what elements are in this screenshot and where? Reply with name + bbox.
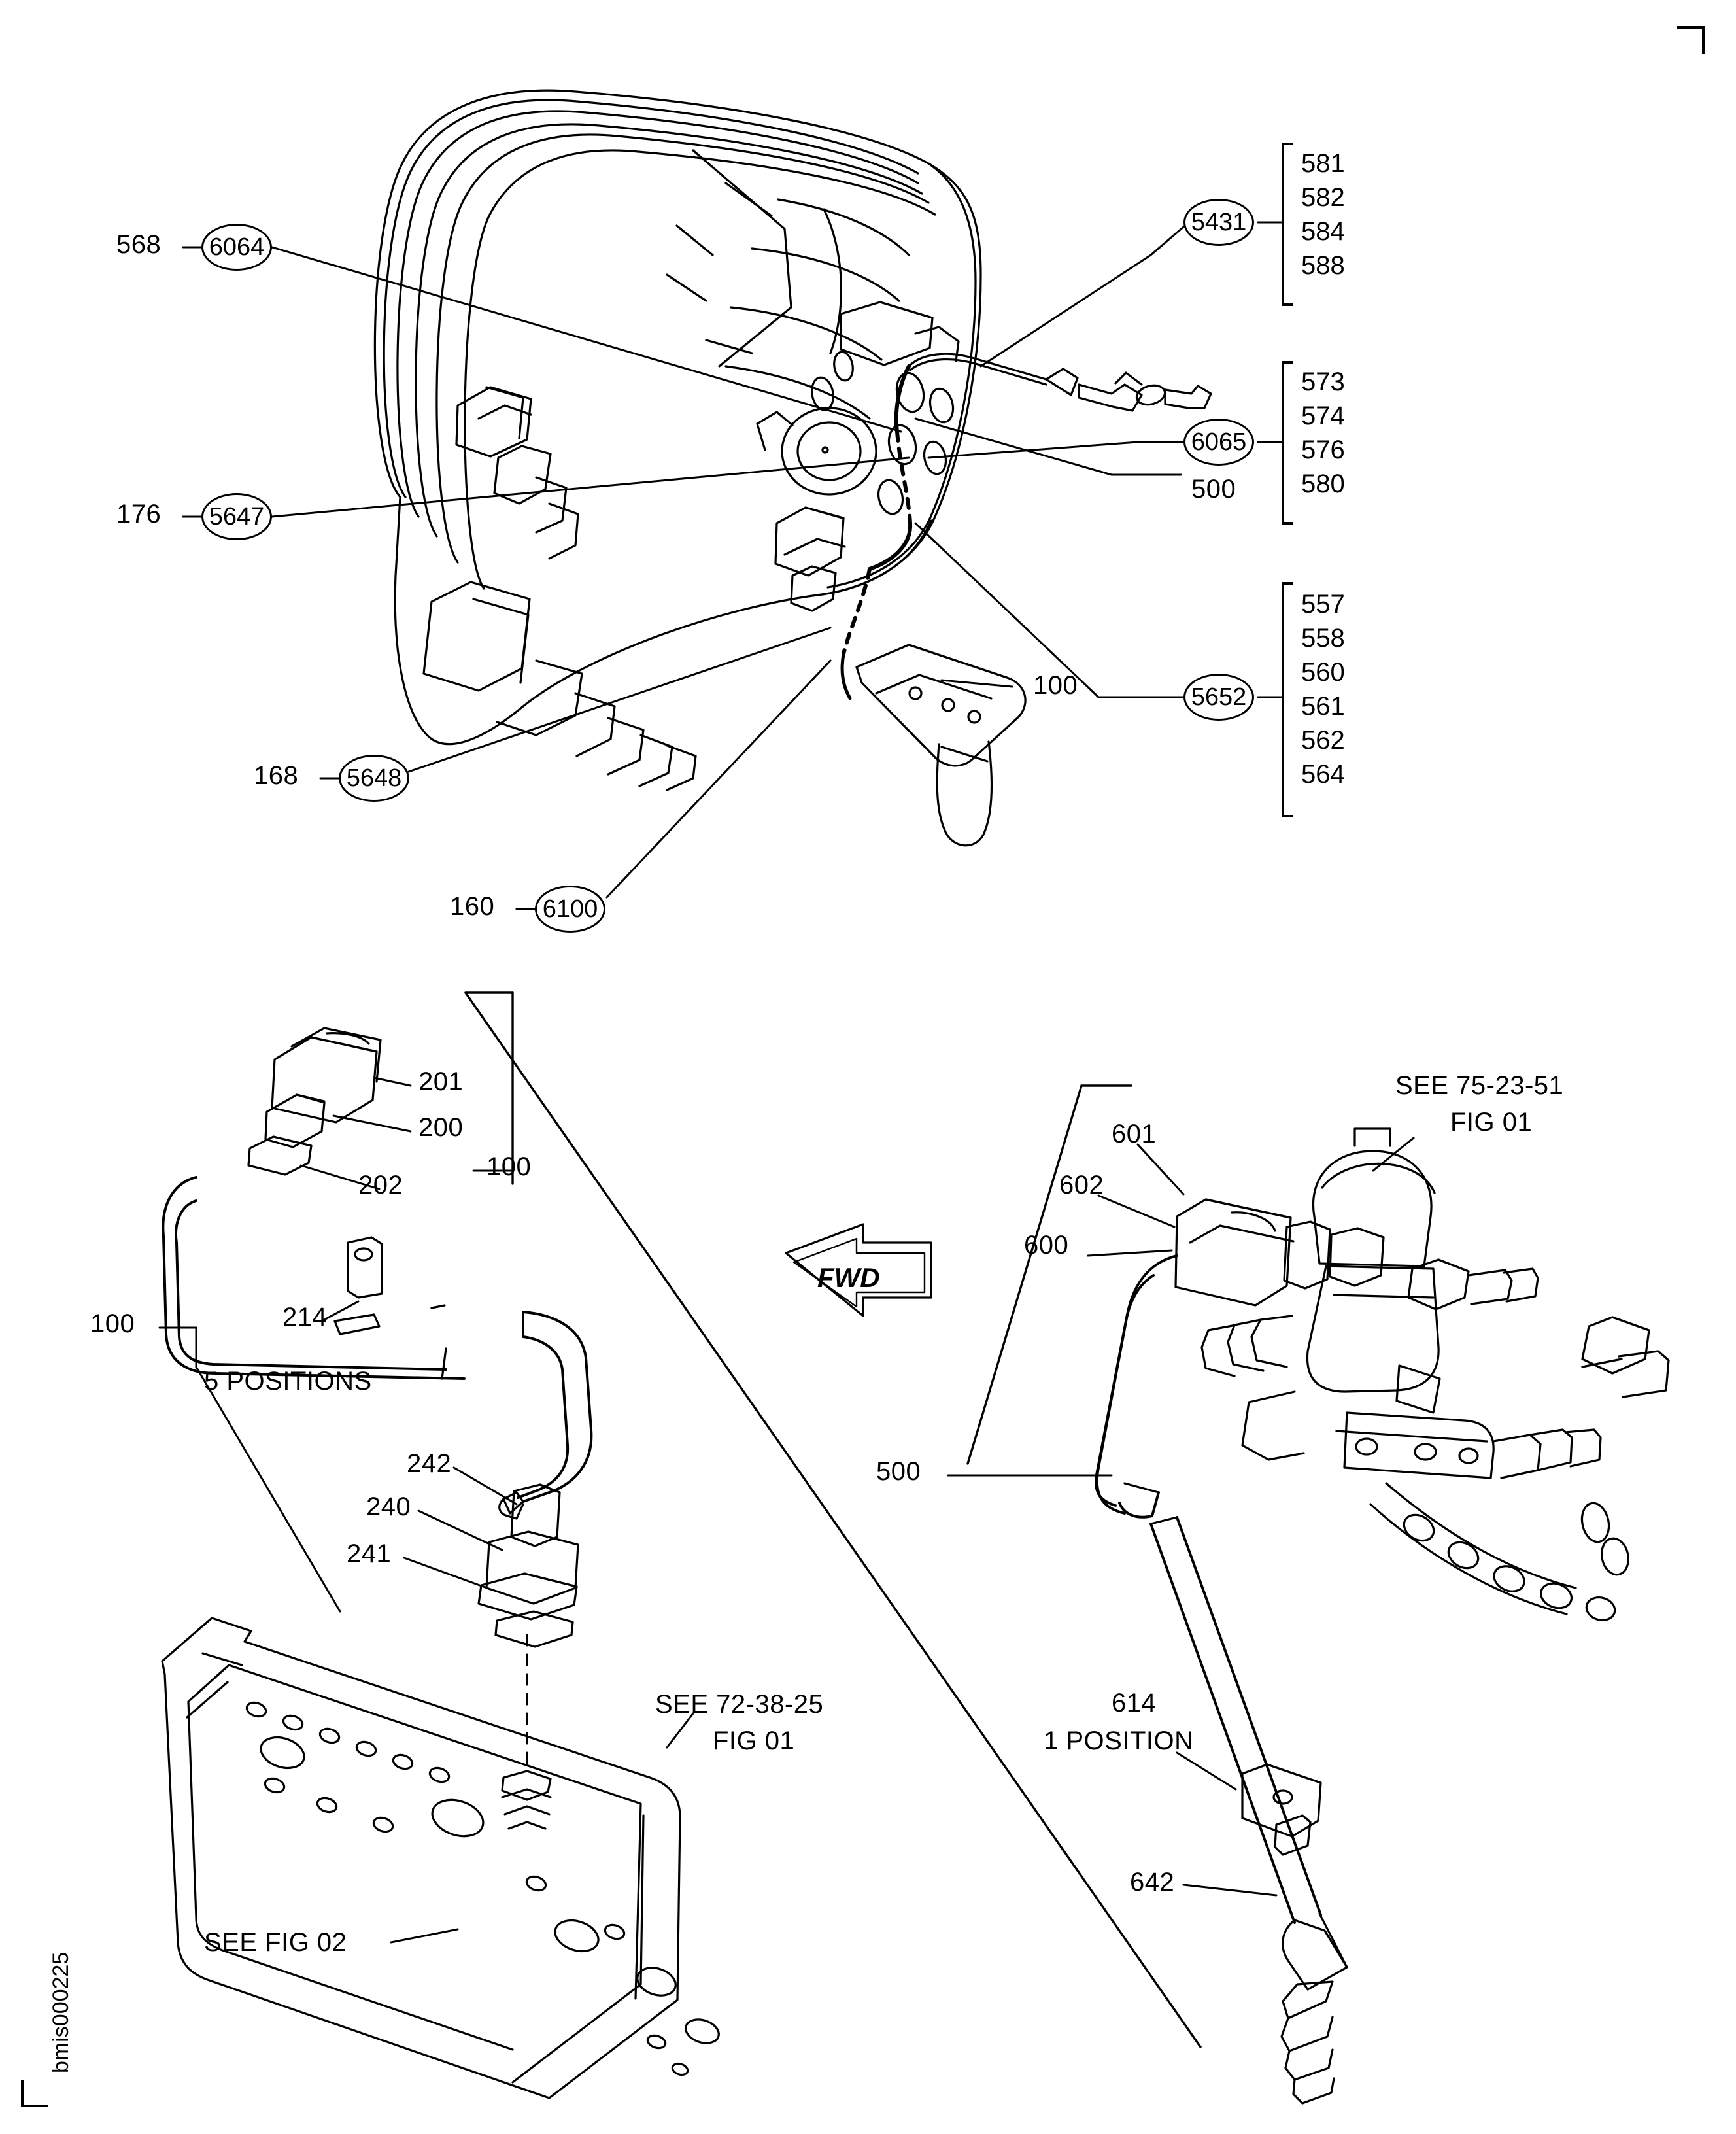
- label-601: 601: [1112, 1120, 1157, 1148]
- callout-bubble-5648[interactable]: [339, 755, 409, 802]
- label-600: 600: [1024, 1231, 1069, 1260]
- bracket-group-5652: [1282, 582, 1293, 817]
- label-see-fig-02: SEE FIG 02: [204, 1928, 347, 1957]
- label-500-fig1: 500: [1191, 475, 1236, 504]
- label-1-position: 1 POSITION: [1044, 1727, 1194, 1755]
- label-642: 642: [1130, 1868, 1175, 1897]
- bracket-group-6065: [1282, 361, 1293, 525]
- callout-bubble-6100-label: 6100: [542, 895, 598, 923]
- callout-number-160: 160: [450, 892, 495, 921]
- callout-bubble-5431[interactable]: [1183, 199, 1254, 246]
- callout-bubble-6100[interactable]: [535, 886, 605, 933]
- callout-bubble-6065[interactable]: [1183, 419, 1254, 466]
- label-202: 202: [358, 1171, 403, 1199]
- label-240: 240: [366, 1492, 411, 1521]
- label-see-75-23-51: SEE 75-23-51: [1395, 1071, 1564, 1100]
- label-241: 241: [347, 1540, 392, 1568]
- registration-mark-bottom-left: [21, 2080, 48, 2107]
- label-5-positions: 5 POSITIONS: [204, 1367, 372, 1396]
- callout-bubble-5647[interactable]: [201, 493, 272, 540]
- label-100-left-lower: 100: [90, 1309, 135, 1338]
- label-602: 602: [1059, 1171, 1104, 1199]
- callout-number-568: 568: [116, 230, 162, 259]
- callout-bubble-5652-label: 5652: [1191, 683, 1247, 711]
- label-614: 614: [1112, 1689, 1157, 1717]
- label-see-75-23-51-fig: FIG 01: [1450, 1108, 1533, 1137]
- label-214: 214: [282, 1303, 328, 1332]
- callout-bubble-6064[interactable]: [201, 224, 272, 271]
- callout-bubble-6065-label: 6065: [1191, 428, 1247, 456]
- callout-number-176: 176: [116, 500, 162, 528]
- fwd-arrow-label: FWD: [817, 1262, 880, 1293]
- label-242: 242: [407, 1449, 452, 1478]
- label-100-left-upper: 100: [486, 1152, 532, 1181]
- label-201: 201: [418, 1067, 464, 1096]
- label-500-fig2: 500: [876, 1457, 921, 1486]
- callout-bubble-6064-label: 6064: [209, 233, 265, 261]
- callout-number-168: 168: [254, 761, 299, 790]
- bracket-group-5431: [1282, 143, 1293, 306]
- label-see-72-38-25: SEE 72-38-25: [655, 1690, 824, 1719]
- registration-mark-top-right: [1677, 26, 1705, 54]
- label-see-72-38-25-fig: FIG 01: [713, 1727, 795, 1755]
- figure-code: bmis000225: [48, 1952, 73, 2073]
- callout-bubble-5648-label: 5648: [346, 764, 402, 792]
- callout-bubble-5647-label: 5647: [209, 502, 265, 530]
- label-200: 200: [418, 1113, 464, 1142]
- bracket-items-5652: 557 558 560 561 562 564: [1301, 590, 1345, 789]
- callout-bubble-5431-label: 5431: [1191, 208, 1247, 236]
- bracket-items-5431: 581 582 584 588: [1301, 149, 1345, 280]
- label-100-fig1: 100: [1033, 671, 1078, 700]
- callout-bubble-5652[interactable]: [1183, 674, 1254, 721]
- bracket-items-6065: 573 574 576 580: [1301, 368, 1345, 498]
